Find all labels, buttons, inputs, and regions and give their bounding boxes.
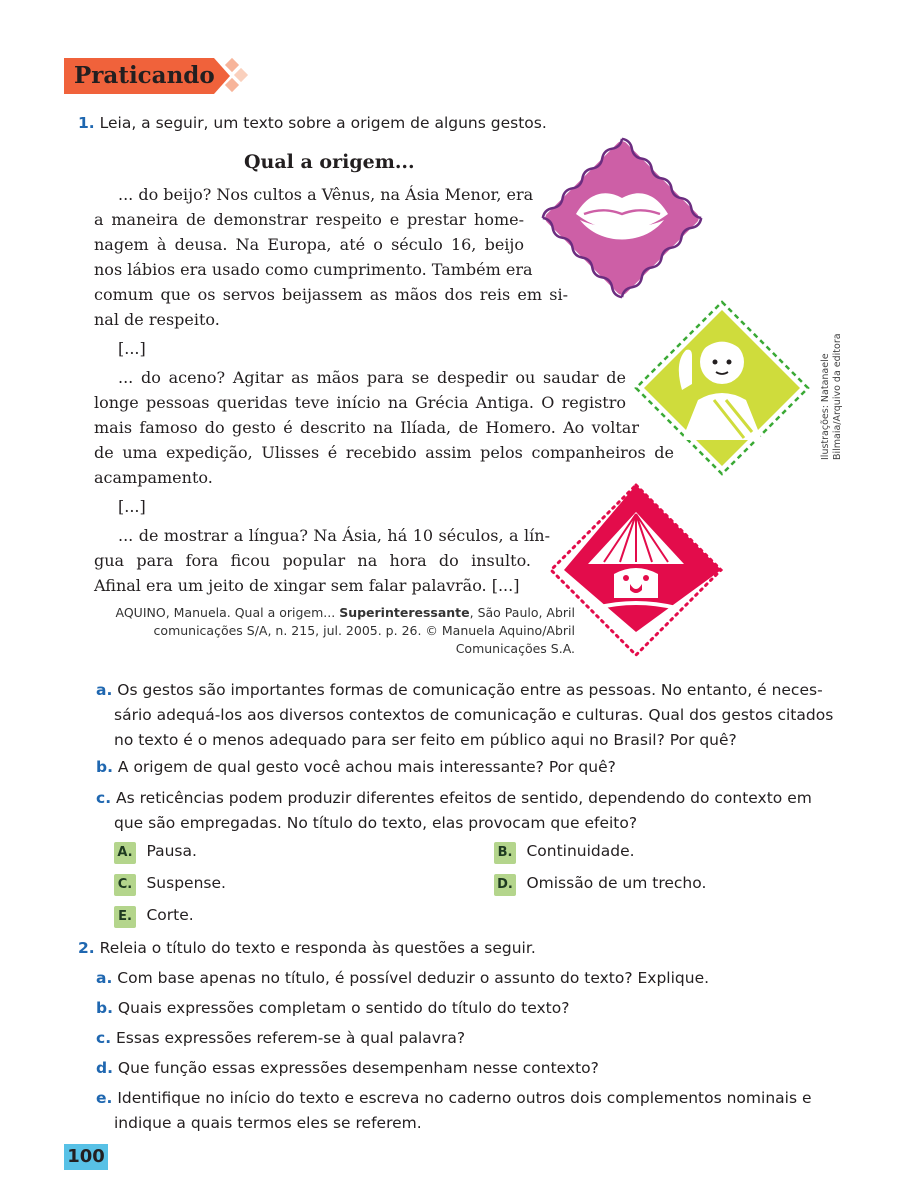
reading-line: a maneira de demonstrar respeito e prestar home- xyxy=(94,210,524,229)
option-badge: A. xyxy=(114,842,136,864)
reading-title: Qual a origem... xyxy=(244,151,415,173)
reading-line: ... de mostrar a língua? Na Ásia, há 10 séculos, a lín- xyxy=(118,526,550,545)
reading-line: nagem à deusa. Na Europa, até o século 16, beijo xyxy=(94,235,524,254)
question-1c: c. As reticências podem produzir diferentes efeitos de sentido, dependendo do contexto em xyxy=(96,789,812,807)
reading-line: nal de respeito. xyxy=(94,310,220,329)
question-2-number: 2. xyxy=(78,939,95,957)
option-a[interactable]: A. Pausa. xyxy=(114,840,197,864)
question-1a-line: no texto é o menos adequado para ser feito em público aqui no Brasil? Por quê? xyxy=(114,731,737,749)
option-badge: C. xyxy=(114,874,136,896)
question-2b: b. Quais expressões completam o sentido do título do texto? xyxy=(96,999,570,1017)
reading-line: nos lábios era usado como cumprimento. Também era xyxy=(94,260,533,279)
question-1b: b. A origem de qual gesto você achou mais interessante? Por quê? xyxy=(96,758,616,776)
question-2c: c. Essas expressões referem-se à qual palavra? xyxy=(96,1029,466,1047)
question-2d: d. Que função essas expressões desempenham nesse contexto? xyxy=(96,1059,599,1077)
option-e[interactable]: E. Corte. xyxy=(114,904,194,928)
source-citation: AQUINO, Manuela. Qual a origem... Superinteressante, São Paulo, Abril comunicações S/A, n. 215, jul. 2005. p. 26. © Manuela Aquino/Abril Comunicações S.A. xyxy=(115,605,575,656)
reading-line: acampamento. xyxy=(94,468,213,487)
page-number: 100 xyxy=(64,1144,108,1170)
section-title: Praticando xyxy=(74,62,215,89)
question-1c-line: que são empregadas. No título do texto, elas provocam que efeito? xyxy=(114,814,638,832)
option-c[interactable]: C. Suspense. xyxy=(114,872,226,896)
tongue-illustration xyxy=(548,482,724,658)
reading-line: comum que os servos beijassem as mãos dos reis em si- xyxy=(94,285,568,304)
question-1-prompt: 1. Leia, a seguir, um texto sobre a origem de alguns gestos. xyxy=(78,114,547,132)
question-1-number: 1. xyxy=(78,114,95,132)
reading-line: Afinal era um jeito de xingar sem falar palavrão. [...] xyxy=(94,576,520,595)
option-badge: E. xyxy=(114,906,136,928)
option-badge: D. xyxy=(494,874,516,896)
header-diamond-decoration xyxy=(225,58,239,72)
wave-illustration xyxy=(634,300,810,476)
question-2e: e. Identifique no início do texto e escreva no caderno outros dois complementos nominais e xyxy=(96,1089,812,1107)
option-badge: B. xyxy=(494,842,516,864)
reading-line: longe pessoas queridas teve início na Grécia Antiga. O registro xyxy=(94,393,626,412)
option-d[interactable]: D. Omissão de um trecho. xyxy=(494,872,706,896)
question-2e-line: indique a quais termos eles se referem. xyxy=(114,1114,422,1132)
header-diamond-decoration xyxy=(225,78,239,92)
reading-ellipsis: [...] xyxy=(118,339,146,358)
option-b[interactable]: B. Continuidade. xyxy=(494,840,635,864)
reading-ellipsis: [...] xyxy=(118,497,146,516)
question-1a-line: sário adequá-los aos diversos contextos de comunicação e culturas. Qual dos gestos citados xyxy=(114,706,834,724)
reading-line: ... do beijo? Nos cultos a Vênus, na Ásia Menor, era xyxy=(118,185,534,204)
question-1a: a. Os gestos são importantes formas de comunicação entre as pessoas. No entanto, é neces- xyxy=(96,681,823,699)
reading-line: mais famoso do gesto é descrito na Ilíada, de Homero. Ao voltar xyxy=(94,418,639,437)
question-2-prompt: 2. Releia o título do texto e responda às questões a seguir. xyxy=(78,939,536,957)
header-diamond-decoration xyxy=(234,68,248,82)
question-2a: a. Com base apenas no título, é possível deduzir o assunto do texto? Explique. xyxy=(96,969,710,987)
illustration-credit: Ilustrações: Natanaele Bilmaia/Arquivo da editora xyxy=(820,333,843,460)
kiss-illustration xyxy=(534,130,710,306)
reading-line: de uma expedição, Ulisses é recebido assim pelos companheiros de xyxy=(94,443,674,462)
reading-line: ... do aceno? Agitar as mãos para se despedir ou saudar de xyxy=(118,368,626,387)
reading-line: gua para fora ficou popular na hora do insulto. xyxy=(94,551,531,570)
